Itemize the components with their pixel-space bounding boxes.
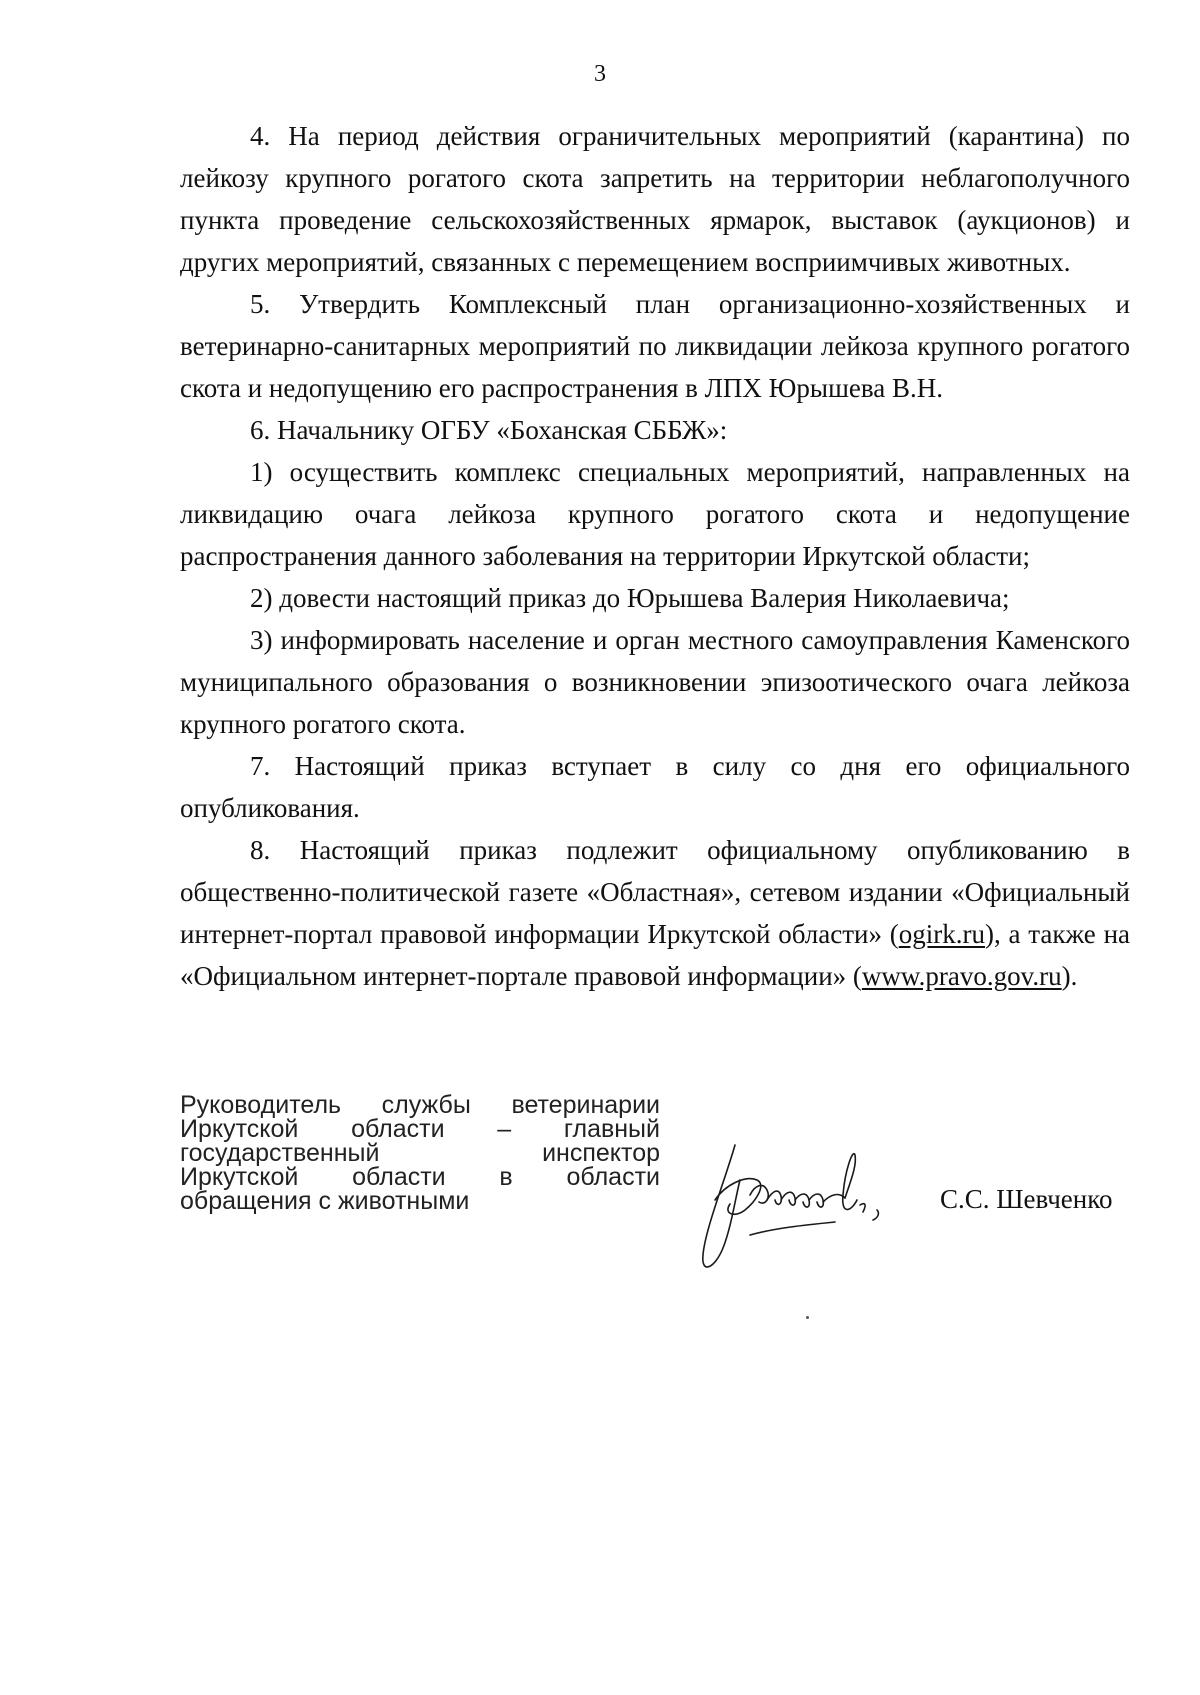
- dot-mark: [806, 1316, 809, 1319]
- signer-name: С.С. Шевченко: [940, 1184, 1113, 1214]
- ogirk-link[interactable]: ogirk.ru: [898, 919, 985, 949]
- document-body: [180, 115, 1130, 997]
- pravo-link[interactable]: www.pravo.gov.ru: [861, 961, 1062, 991]
- paragraph-6-item-2: 2) довести настоящий приказ до Юрышева Валерия Николаевича;: [250, 583, 1010, 613]
- paragraph-8-text-c: ).: [1061, 961, 1078, 991]
- paragraph-8-text-b: ), а также на «Официальном интернет-портале правовой информации» (: [180, 919, 1130, 991]
- paragraph-4: 4. На период действия ограничительных мероприятий (карантина) по лейкозу крупного рогатого скота запретить на территории неблагополучного пункта проведение сельскохозяйственных ярмарок, выставок (аукционов) и других мероприятий, связанных с перемещением восприимчивых животных.: [180, 121, 1130, 277]
- paragraph-6: 6. Начальнику ОГБУ «Боханская СББЖ»:: [250, 415, 728, 445]
- paragraph-8: [180, 829, 1130, 997]
- page-number: 3: [594, 61, 606, 87]
- paragraph-7: 7. Настоящий приказ вступает в силу со дня его официального опубликования.: [180, 751, 1130, 823]
- paragraph-6-item-1: 1) осуществить комплекс специальных мероприятий, направленных на ликвидацию очага лейкоза крупного рогатого скота и недопущение распространения данного заболевания на территории Иркутской области;: [180, 457, 1130, 571]
- paragraph-8-text-a: 8. Настоящий приказ подлежит официальному опубликованию в общественно-политической газете «Областная», сетевом издании «Официальный интернет-портал правовой информации Иркутской области» (: [180, 835, 1130, 949]
- position-line-2: Иркутской области – главный: [180, 1115, 660, 1143]
- position-line-3: государственный инспектор: [180, 1139, 660, 1167]
- position-line-1: Руководитель службы ветеринарии: [180, 1091, 660, 1119]
- position-line-5: обращения с животными: [180, 1187, 470, 1215]
- paragraph-5: 5. Утвердить Комплексный план организационно-хозяйственных и ветеринарно-санитарных мероприятий по ликвидации лейкоза крупного рогатого скота и недопущению его распространения в ЛПХ Юрышева В.Н.: [180, 289, 1130, 403]
- signatory-position: [180, 1093, 660, 1213]
- position-line-4: Иркутской области в области: [180, 1163, 660, 1191]
- handwritten-signature: [695, 1140, 915, 1280]
- paragraph-6-item-3: 3) информировать население и орган местного самоуправления Каменского муниципального образования о возникновении эпизоотического очага лейкоза крупного рогатого скота.: [180, 625, 1130, 739]
